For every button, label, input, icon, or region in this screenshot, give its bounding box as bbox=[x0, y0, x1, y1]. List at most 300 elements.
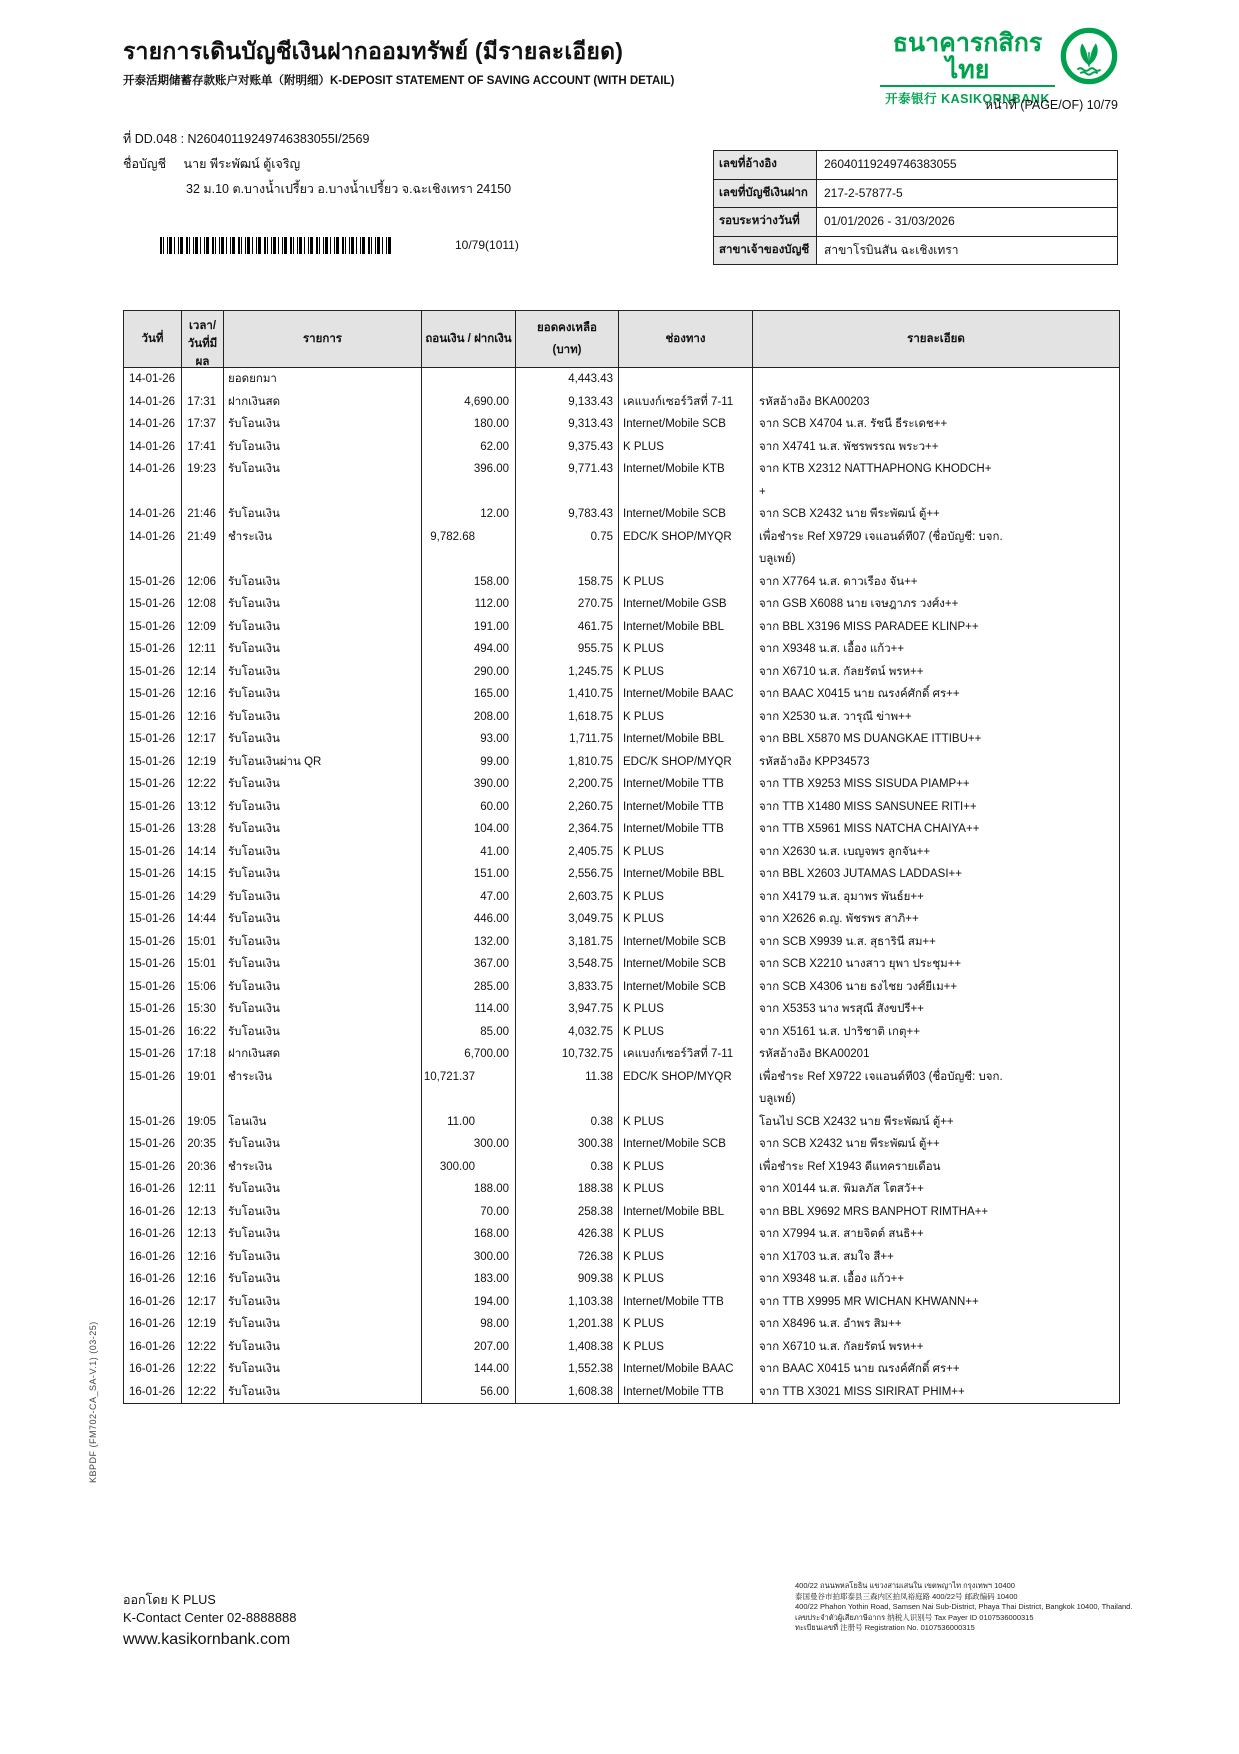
cell-time: 12:22 bbox=[182, 1336, 224, 1359]
cell-description: รับโอนเงิน bbox=[224, 796, 422, 819]
cell-balance: 1,810.75 bbox=[516, 751, 619, 774]
cell-amount: 99.00 bbox=[422, 751, 516, 774]
cell-balance: 2,364.75 bbox=[516, 818, 619, 841]
cell-amount: 191.00 bbox=[422, 616, 516, 639]
cell-date: 14-01-26 bbox=[124, 436, 182, 459]
cell-amount: 70.00 bbox=[422, 1201, 516, 1224]
cell-date: 15-01-26 bbox=[124, 931, 182, 954]
form-code: KBPDF (FM702-CA_SA-V.1) (03-25) bbox=[88, 1321, 98, 1483]
cell-time: 15:01 bbox=[182, 953, 224, 976]
cell-amount: 494.00 bbox=[422, 638, 516, 661]
cell-balance: 1,201.38 bbox=[516, 1313, 619, 1336]
cell-description: รับโอนเงินผ่าน QR bbox=[224, 751, 422, 774]
table-row bbox=[124, 1133, 1119, 1156]
cell-balance: 3,181.75 bbox=[516, 931, 619, 954]
cell-amount: 180.00 bbox=[422, 413, 516, 436]
address-line: ทะเบียนเลขที่ 注册号 Registration No. 0107536000315 bbox=[795, 1623, 975, 1632]
cell-description: รับโอนเงิน bbox=[224, 661, 422, 684]
table-row bbox=[124, 593, 1119, 616]
cell-description: รับโอนเงิน bbox=[224, 638, 422, 661]
cell-balance: 9,313.43 bbox=[516, 413, 619, 436]
cell-channel: K PLUS bbox=[619, 1268, 753, 1291]
cell-date: 15-01-26 bbox=[124, 976, 182, 999]
cell-description: รับโอนเงิน bbox=[224, 458, 422, 503]
cell-date: 16-01-26 bbox=[124, 1381, 182, 1404]
cell-date: 16-01-26 bbox=[124, 1268, 182, 1291]
cell-detail: จาก TTB X5961 MISS NATCHA CHAIYA++ bbox=[759, 823, 980, 835]
cell-channel: Internet/Mobile KTB bbox=[619, 458, 753, 503]
cell-balance: 1,103.38 bbox=[516, 1291, 619, 1314]
cell-detail: จาก BBL X3196 MISS PARADEE KLINP++ bbox=[759, 620, 979, 633]
account-number: 217-2-57877-5 bbox=[824, 185, 903, 200]
cell-channel: Internet/Mobile SCB bbox=[619, 503, 753, 526]
cell-channel: K PLUS bbox=[619, 571, 753, 594]
cell-time: 12:22 bbox=[182, 1381, 224, 1404]
table-row bbox=[124, 976, 1119, 999]
cell-balance: 270.75 bbox=[516, 593, 619, 616]
cell-time: 12:19 bbox=[182, 751, 224, 774]
info-row bbox=[714, 151, 1117, 180]
cell-balance: 9,771.43 bbox=[516, 458, 619, 503]
cell-channel: K PLUS bbox=[619, 1156, 753, 1179]
cell-detail: รหัสอ้างอิง BKA00203 bbox=[759, 395, 870, 408]
cell-balance: 9,375.43 bbox=[516, 436, 619, 459]
cell-balance: 0.38 bbox=[516, 1111, 619, 1134]
cell-channel: K PLUS bbox=[619, 1111, 753, 1134]
cell-channel: K PLUS bbox=[619, 1336, 753, 1359]
cell-channel: Internet/Mobile BBL bbox=[619, 728, 753, 751]
cell-channel: Internet/Mobile BBL bbox=[619, 863, 753, 886]
cell-date: 15-01-26 bbox=[124, 593, 182, 616]
cell-amount: 151.00 bbox=[422, 863, 516, 886]
cell-detail: จาก BBL X2603 JUTAMAS LADDASI++ bbox=[759, 868, 962, 880]
cell-description: รับโอนเงิน bbox=[224, 863, 422, 886]
cell-detail: จาก TTB X3021 MISS SIRIRAT PHIM++ bbox=[759, 1385, 965, 1398]
cell-amount: 4,690.00 bbox=[422, 391, 516, 414]
cell-time: 14:15 bbox=[182, 863, 224, 886]
table-row bbox=[124, 886, 1119, 909]
cell-amount bbox=[422, 368, 516, 391]
cell-time: 12:17 bbox=[182, 728, 224, 751]
info-label: เลขที่อ้างอิง bbox=[714, 151, 817, 179]
cell-balance: 2,405.75 bbox=[516, 841, 619, 864]
barcode bbox=[160, 237, 392, 254]
cell-description: รับโอนเงิน bbox=[224, 1381, 422, 1404]
cell-description: รับโอนเงิน bbox=[224, 1133, 422, 1156]
table-row bbox=[124, 1381, 1119, 1404]
info-label: สาขาเจ้าของบัญชี bbox=[714, 237, 817, 265]
cell-description: ชำระเงิน bbox=[224, 1156, 422, 1179]
cell-time: 14:29 bbox=[182, 886, 224, 909]
cell-channel: Internet/Mobile TTB bbox=[619, 773, 753, 796]
cell-detail: จาก X2626 ด.ญ. พัชรพร สาภิ++ bbox=[759, 913, 919, 925]
cell-detail: เพื่อชำระ Ref X9729 เจแอนด์ที07 (ชื่อบัญชี: บจก. บลูเพย์) bbox=[759, 530, 1003, 565]
cell-balance: 300.38 bbox=[516, 1133, 619, 1156]
table-row bbox=[124, 818, 1119, 841]
header-balance: ยอดคงเหลือ (บาท) bbox=[516, 311, 619, 367]
cell-description: รับโอนเงิน bbox=[224, 886, 422, 909]
statement-table bbox=[123, 310, 1120, 1404]
table-row bbox=[124, 1291, 1119, 1314]
cell-balance: 0.75 bbox=[516, 526, 619, 571]
reference-number: 26040119249746383055 bbox=[824, 157, 957, 171]
cell-time: 12:16 bbox=[182, 683, 224, 706]
cell-time: 14:14 bbox=[182, 841, 224, 864]
cell-amount: 207.00 bbox=[422, 1336, 516, 1359]
cell-date: 14-01-26 bbox=[124, 458, 182, 503]
cell-detail: จาก X0144 น.ส. พิมลภัส โตสวั++ bbox=[759, 1183, 924, 1195]
cell-amount: 194.00 bbox=[422, 1291, 516, 1314]
cell-date: 15-01-26 bbox=[124, 773, 182, 796]
cell-date: 15-01-26 bbox=[124, 908, 182, 931]
cell-time: 15:06 bbox=[182, 976, 224, 999]
cell-date: 16-01-26 bbox=[124, 1246, 182, 1269]
cell-channel: K PLUS bbox=[619, 908, 753, 931]
cell-amount: 62.00 bbox=[422, 436, 516, 459]
cell-amount: 285.00 bbox=[422, 976, 516, 999]
cell-description: รับโอนเงิน bbox=[224, 1313, 422, 1336]
cell-date: 15-01-26 bbox=[124, 998, 182, 1021]
cell-detail: จาก SCB X9939 น.ส. สุธารินี สม++ bbox=[759, 935, 936, 948]
cell-detail: จาก TTB X1480 MISS SANSUNEE RITI++ bbox=[759, 800, 977, 813]
table-row bbox=[124, 728, 1119, 751]
table-row bbox=[124, 391, 1119, 414]
cell-date: 16-01-26 bbox=[124, 1336, 182, 1359]
cell-time: 19:05 bbox=[182, 1111, 224, 1134]
cell-balance: 1,711.75 bbox=[516, 728, 619, 751]
cell-amount: 290.00 bbox=[422, 661, 516, 684]
bank-name-sub: 开泰银行 KASIKORNBANK bbox=[880, 85, 1055, 107]
cell-description: รับโอนเงิน bbox=[224, 1336, 422, 1359]
cell-detail: จาก TTB X9995 MR WICHAN KHWANN++ bbox=[759, 1295, 979, 1308]
cell-time: 21:49 bbox=[182, 526, 224, 571]
cell-time: 15:30 bbox=[182, 998, 224, 1021]
cell-amount: 300.00 bbox=[422, 1156, 516, 1179]
cell-date: 14-01-26 bbox=[124, 503, 182, 526]
cell-time: 12:06 bbox=[182, 571, 224, 594]
cell-description: รับโอนเงิน bbox=[224, 818, 422, 841]
cell-balance: 2,556.75 bbox=[516, 863, 619, 886]
branch-name: สาขาโรบินสัน ฉะเชิงเทรา bbox=[824, 242, 959, 257]
cell-description: รับโอนเงิน bbox=[224, 998, 422, 1021]
cell-description: รับโอนเงิน bbox=[224, 616, 422, 639]
cell-description: รับโอนเงิน bbox=[224, 706, 422, 729]
cell-amount: 168.00 bbox=[422, 1223, 516, 1246]
cell-time: 12:22 bbox=[182, 1358, 224, 1381]
cell-time: 12:16 bbox=[182, 1246, 224, 1269]
cell-detail: จาก SCB X4306 นาย ธงไชย วงศ์ยีเม++ bbox=[759, 980, 958, 993]
cell-description: รับโอนเงิน bbox=[224, 503, 422, 526]
cell-balance: 4,032.75 bbox=[516, 1021, 619, 1044]
cell-date: 16-01-26 bbox=[124, 1201, 182, 1224]
cell-description: รับโอนเงิน bbox=[224, 1291, 422, 1314]
table-row bbox=[124, 638, 1119, 661]
cell-balance: 955.75 bbox=[516, 638, 619, 661]
info-label: เลขที่บัญชีเงินฝาก bbox=[714, 180, 817, 208]
cell-date: 15-01-26 bbox=[124, 841, 182, 864]
cell-channel: Internet/Mobile GSB bbox=[619, 593, 753, 616]
info-row bbox=[714, 237, 1117, 265]
table-row bbox=[124, 751, 1119, 774]
cell-amount: 114.00 bbox=[422, 998, 516, 1021]
cell-date: 14-01-26 bbox=[124, 526, 182, 571]
cell-time: 17:31 bbox=[182, 391, 224, 414]
cell-detail: จาก SCB X2432 นาย พีระพัฒน์ ตู้++ bbox=[759, 508, 940, 520]
table-row bbox=[124, 908, 1119, 931]
account-name-line bbox=[123, 154, 300, 174]
page-number: หน้าที่ (PAGE/OF) 10/79 bbox=[984, 98, 1118, 112]
cell-channel: K PLUS bbox=[619, 436, 753, 459]
cell-description: รับโอนเงิน bbox=[224, 728, 422, 751]
cell-description: รับโอนเงิน bbox=[224, 683, 422, 706]
table-row bbox=[124, 458, 1119, 503]
cell-channel: Internet/Mobile BAAC bbox=[619, 683, 753, 706]
cell-detail: จาก X9348 น.ส. เอื้อง แก้ว++ bbox=[759, 643, 905, 655]
cell-detail: จาก X7994 น.ส. สายจิตต์ สนธิ++ bbox=[759, 1228, 924, 1240]
table-row bbox=[124, 526, 1119, 571]
table-row bbox=[124, 413, 1119, 436]
cell-detail: รหัสอ้างอิง KPP34573 bbox=[759, 755, 870, 768]
cell-time: 20:36 bbox=[182, 1156, 224, 1179]
header-detail: รายละเอียด bbox=[907, 333, 965, 345]
cell-detail: จาก BBL X5870 MS DUANGKAE ITTIBU++ bbox=[759, 733, 982, 745]
table-row bbox=[124, 436, 1119, 459]
cell-time: 12:16 bbox=[182, 706, 224, 729]
cell-detail: จาก GSB X6088 นาย เจษฎาภร วงศ์ง++ bbox=[759, 598, 959, 610]
cell-channel: เคแบงก์เซอร์วิสที่ 7-11 bbox=[619, 1043, 753, 1066]
cell-description: รับโอนเงิน bbox=[224, 1223, 422, 1246]
account-name-label: ชื่อบัญชี bbox=[123, 157, 167, 171]
cell-detail: จาก X4741 น.ส. พัชรพรรณ พระว++ bbox=[759, 440, 939, 453]
cell-channel: Internet/Mobile TTB bbox=[619, 1291, 753, 1314]
cell-detail: จาก BAAC X0415 นาย ณรงค์ศักดิ์ ศร++ bbox=[759, 688, 960, 700]
cell-amount: 446.00 bbox=[422, 908, 516, 931]
cell-channel: K PLUS bbox=[619, 638, 753, 661]
cell-amount: 300.00 bbox=[422, 1246, 516, 1269]
cell-balance: 258.38 bbox=[516, 1201, 619, 1224]
cell-amount: 11.00 bbox=[422, 1111, 516, 1134]
table-row bbox=[124, 953, 1119, 976]
cell-description: ชำระเงิน bbox=[224, 526, 422, 571]
cell-time: 14:44 bbox=[182, 908, 224, 931]
cell-date: 15-01-26 bbox=[124, 1066, 182, 1111]
table-row bbox=[124, 1201, 1119, 1224]
cell-channel bbox=[619, 368, 753, 391]
table-row bbox=[124, 706, 1119, 729]
cell-date: 16-01-26 bbox=[124, 1291, 182, 1314]
cell-channel: Internet/Mobile TTB bbox=[619, 1381, 753, 1404]
cell-channel: เคแบงก์เซอร์วิสที่ 7-11 bbox=[619, 391, 753, 414]
cell-date: 15-01-26 bbox=[124, 661, 182, 684]
cell-balance: 1,410.75 bbox=[516, 683, 619, 706]
cell-time: 12:11 bbox=[182, 638, 224, 661]
cell-balance: 188.38 bbox=[516, 1178, 619, 1201]
cell-date: 15-01-26 bbox=[124, 751, 182, 774]
cell-description: รับโอนเงิน bbox=[224, 1358, 422, 1381]
cell-date: 15-01-26 bbox=[124, 1133, 182, 1156]
cell-time: 12:09 bbox=[182, 616, 224, 639]
table-row bbox=[124, 796, 1119, 819]
address-line: 400/22 Phahon Yothin Road, Samsen Nai Sub-District, Phaya Thai District, Bangkok 10400, Thailand. bbox=[795, 1602, 1133, 1611]
statement-period: 01/01/2026 - 31/03/2026 bbox=[824, 214, 955, 228]
cell-channel: Internet/Mobile BAAC bbox=[619, 1358, 753, 1381]
cell-detail bbox=[753, 368, 1119, 391]
cell-time: 12:13 bbox=[182, 1223, 224, 1246]
cell-date: 14-01-26 bbox=[124, 413, 182, 436]
cell-channel: Internet/Mobile TTB bbox=[619, 796, 753, 819]
bank-website: www.kasikornbank.com bbox=[123, 1631, 291, 1648]
account-address: 32 ม.10 ต.บางน้ำเปรี้ยว อ.บางน้ำเปรี้ยว จ.ฉะเชิงเทรา 24150 bbox=[186, 182, 512, 196]
cell-channel: K PLUS bbox=[619, 998, 753, 1021]
cell-time: 12:22 bbox=[182, 773, 224, 796]
cell-balance: 1,552.38 bbox=[516, 1358, 619, 1381]
statement-table-header bbox=[124, 311, 1119, 368]
cell-time: 17:37 bbox=[182, 413, 224, 436]
cell-date: 15-01-26 bbox=[124, 1156, 182, 1179]
cell-balance: 3,947.75 bbox=[516, 998, 619, 1021]
cell-channel: K PLUS bbox=[619, 841, 753, 864]
cell-channel: EDC/K SHOP/MYQR bbox=[619, 526, 753, 571]
cell-time: 21:46 bbox=[182, 503, 224, 526]
cell-balance: 3,548.75 bbox=[516, 953, 619, 976]
cell-amount: 396.00 bbox=[422, 458, 516, 503]
cell-amount: 12.00 bbox=[422, 503, 516, 526]
cell-detail: เพื่อชำระ Ref X1943 ดีแทครายเดือน bbox=[759, 1160, 941, 1173]
cell-time: 12:19 bbox=[182, 1313, 224, 1336]
cell-channel: Internet/Mobile TTB bbox=[619, 818, 753, 841]
table-row bbox=[124, 616, 1119, 639]
cell-description: รับโอนเงิน bbox=[224, 571, 422, 594]
cell-amount: 367.00 bbox=[422, 953, 516, 976]
cell-date: 15-01-26 bbox=[124, 1043, 182, 1066]
cell-balance: 3,049.75 bbox=[516, 908, 619, 931]
table-row bbox=[124, 1268, 1119, 1291]
bank-name-thai: ธนาคารกสิกรไทย bbox=[892, 29, 1043, 84]
cell-description: รับโอนเงิน bbox=[224, 593, 422, 616]
cell-balance: 4,443.43 bbox=[516, 368, 619, 391]
header-amount: ถอนเงิน / ฝากเงิน bbox=[422, 311, 516, 367]
cell-time: 19:23 bbox=[182, 458, 224, 503]
cell-amount: 390.00 bbox=[422, 773, 516, 796]
cell-amount: 132.00 bbox=[422, 931, 516, 954]
cell-channel: K PLUS bbox=[619, 1021, 753, 1044]
cell-detail: จาก SCB X2210 นางสาว ยุพา ประชุม++ bbox=[759, 958, 962, 970]
cell-balance: 461.75 bbox=[516, 616, 619, 639]
table-row bbox=[124, 1156, 1119, 1179]
cell-amount: 85.00 bbox=[422, 1021, 516, 1044]
issued-by: ออกโดย K PLUS bbox=[123, 1593, 216, 1607]
cell-detail: จาก X2630 น.ส. เบญจพร ลูกจัน++ bbox=[759, 845, 931, 858]
cell-amount: 10,721.37 bbox=[422, 1066, 516, 1111]
cell-channel: Internet/Mobile SCB bbox=[619, 976, 753, 999]
cell-channel: K PLUS bbox=[619, 1223, 753, 1246]
cell-date: 15-01-26 bbox=[124, 571, 182, 594]
cell-detail: รหัสอ้างอิง BKA00201 bbox=[759, 1048, 870, 1060]
cell-amount: 208.00 bbox=[422, 706, 516, 729]
cell-time bbox=[182, 368, 224, 391]
cell-time: 17:41 bbox=[182, 436, 224, 459]
cell-balance: 2,603.75 bbox=[516, 886, 619, 909]
table-row bbox=[124, 368, 1119, 391]
cell-time: 16:22 bbox=[182, 1021, 224, 1044]
cell-description: รับโอนเงิน bbox=[224, 436, 422, 459]
cell-date: 15-01-26 bbox=[124, 863, 182, 886]
cell-description: รับโอนเงิน bbox=[224, 1268, 422, 1291]
cell-channel: K PLUS bbox=[619, 1246, 753, 1269]
cell-channel: K PLUS bbox=[619, 1178, 753, 1201]
table-row bbox=[124, 1246, 1119, 1269]
cell-time: 15:01 bbox=[182, 931, 224, 954]
table-row bbox=[124, 661, 1119, 684]
statement-table-body bbox=[124, 368, 1119, 1403]
cell-description: รับโอนเงิน bbox=[224, 1246, 422, 1269]
cell-date: 15-01-26 bbox=[124, 886, 182, 909]
cell-channel: Internet/Mobile BBL bbox=[619, 616, 753, 639]
cell-balance: 1,245.75 bbox=[516, 661, 619, 684]
cell-channel: EDC/K SHOP/MYQR bbox=[619, 1066, 753, 1111]
cell-channel: Internet/Mobile SCB bbox=[619, 931, 753, 954]
cell-detail: จาก X7764 น.ส. ดาวเรือง จัน++ bbox=[759, 575, 918, 588]
address-line: 400/22 ถนนพหลโยธิน แขวงสามเสนใน เขตพญาไท กรุงเทพฯ 10400 bbox=[795, 1581, 1015, 1590]
cell-balance: 9,783.43 bbox=[516, 503, 619, 526]
table-row bbox=[124, 1223, 1119, 1246]
cell-balance: 909.38 bbox=[516, 1268, 619, 1291]
cell-time: 12:17 bbox=[182, 1291, 224, 1314]
cell-channel: Internet/Mobile SCB bbox=[619, 953, 753, 976]
cell-description: โอนเงิน bbox=[224, 1111, 422, 1134]
cell-amount: 104.00 bbox=[422, 818, 516, 841]
cell-detail: จาก SCB X2432 นาย พีระพัฒน์ ตู้++ bbox=[759, 1138, 940, 1150]
header-time: เวลา/ วันที่มีผล bbox=[182, 311, 224, 367]
cell-time: 17:18 bbox=[182, 1043, 224, 1066]
cell-detail: จาก SCB X4704 น.ส. รัชนี ธีระเดช++ bbox=[759, 418, 948, 430]
cell-channel: Internet/Mobile SCB bbox=[619, 1133, 753, 1156]
header-channel: ช่องทาง bbox=[619, 311, 753, 367]
cell-balance: 0.38 bbox=[516, 1156, 619, 1179]
cell-date: 15-01-26 bbox=[124, 683, 182, 706]
page-subtitle: 开泰活期储蓄存款账户对账单（附明细）K-DEPOSIT STATEMENT OF SAVING ACCOUNT (WITH DETAIL) bbox=[123, 75, 675, 87]
table-row bbox=[124, 1043, 1119, 1066]
cell-amount: 56.00 bbox=[422, 1381, 516, 1404]
cell-description: ชำระเงิน bbox=[224, 1066, 422, 1111]
cell-description: รับโอนเงิน bbox=[224, 841, 422, 864]
cell-date: 15-01-26 bbox=[124, 1111, 182, 1134]
cell-balance: 158.75 bbox=[516, 571, 619, 594]
contact-center: K-Contact Center 02-8888888 bbox=[123, 1610, 297, 1625]
info-row bbox=[714, 180, 1117, 209]
cell-description: รับโอนเงิน bbox=[224, 1021, 422, 1044]
cell-detail: โอนไป SCB X2432 นาย พีระพัฒน์ ตู้++ bbox=[759, 1115, 954, 1128]
table-row bbox=[124, 503, 1119, 526]
cell-description: รับโอนเงิน bbox=[224, 908, 422, 931]
cell-amount: 47.00 bbox=[422, 886, 516, 909]
cell-detail: จาก X9348 น.ส. เอื้อง แก้ว++ bbox=[759, 1273, 905, 1285]
cell-time: 19:01 bbox=[182, 1066, 224, 1111]
cell-detail: จาก BAAC X0415 นาย ณรงค์ศักดิ์ ศร++ bbox=[759, 1363, 960, 1375]
cell-amount: 60.00 bbox=[422, 796, 516, 819]
cell-channel: K PLUS bbox=[619, 1313, 753, 1336]
table-row bbox=[124, 1021, 1119, 1044]
bank-address-block bbox=[795, 1581, 1135, 1634]
cell-balance: 3,833.75 bbox=[516, 976, 619, 999]
account-name: นาย พีระพัฒน์ ตู้เจริญ bbox=[183, 157, 301, 171]
cell-channel: Internet/Mobile BBL bbox=[619, 1201, 753, 1224]
cell-time: 12:16 bbox=[182, 1268, 224, 1291]
cell-description: รับโอนเงิน bbox=[224, 1201, 422, 1224]
cell-date: 14-01-26 bbox=[124, 391, 182, 414]
cell-detail: จาก KTB X2312 NATTHAPHONG KHODCH+ + bbox=[759, 463, 992, 498]
cell-date: 15-01-26 bbox=[124, 728, 182, 751]
